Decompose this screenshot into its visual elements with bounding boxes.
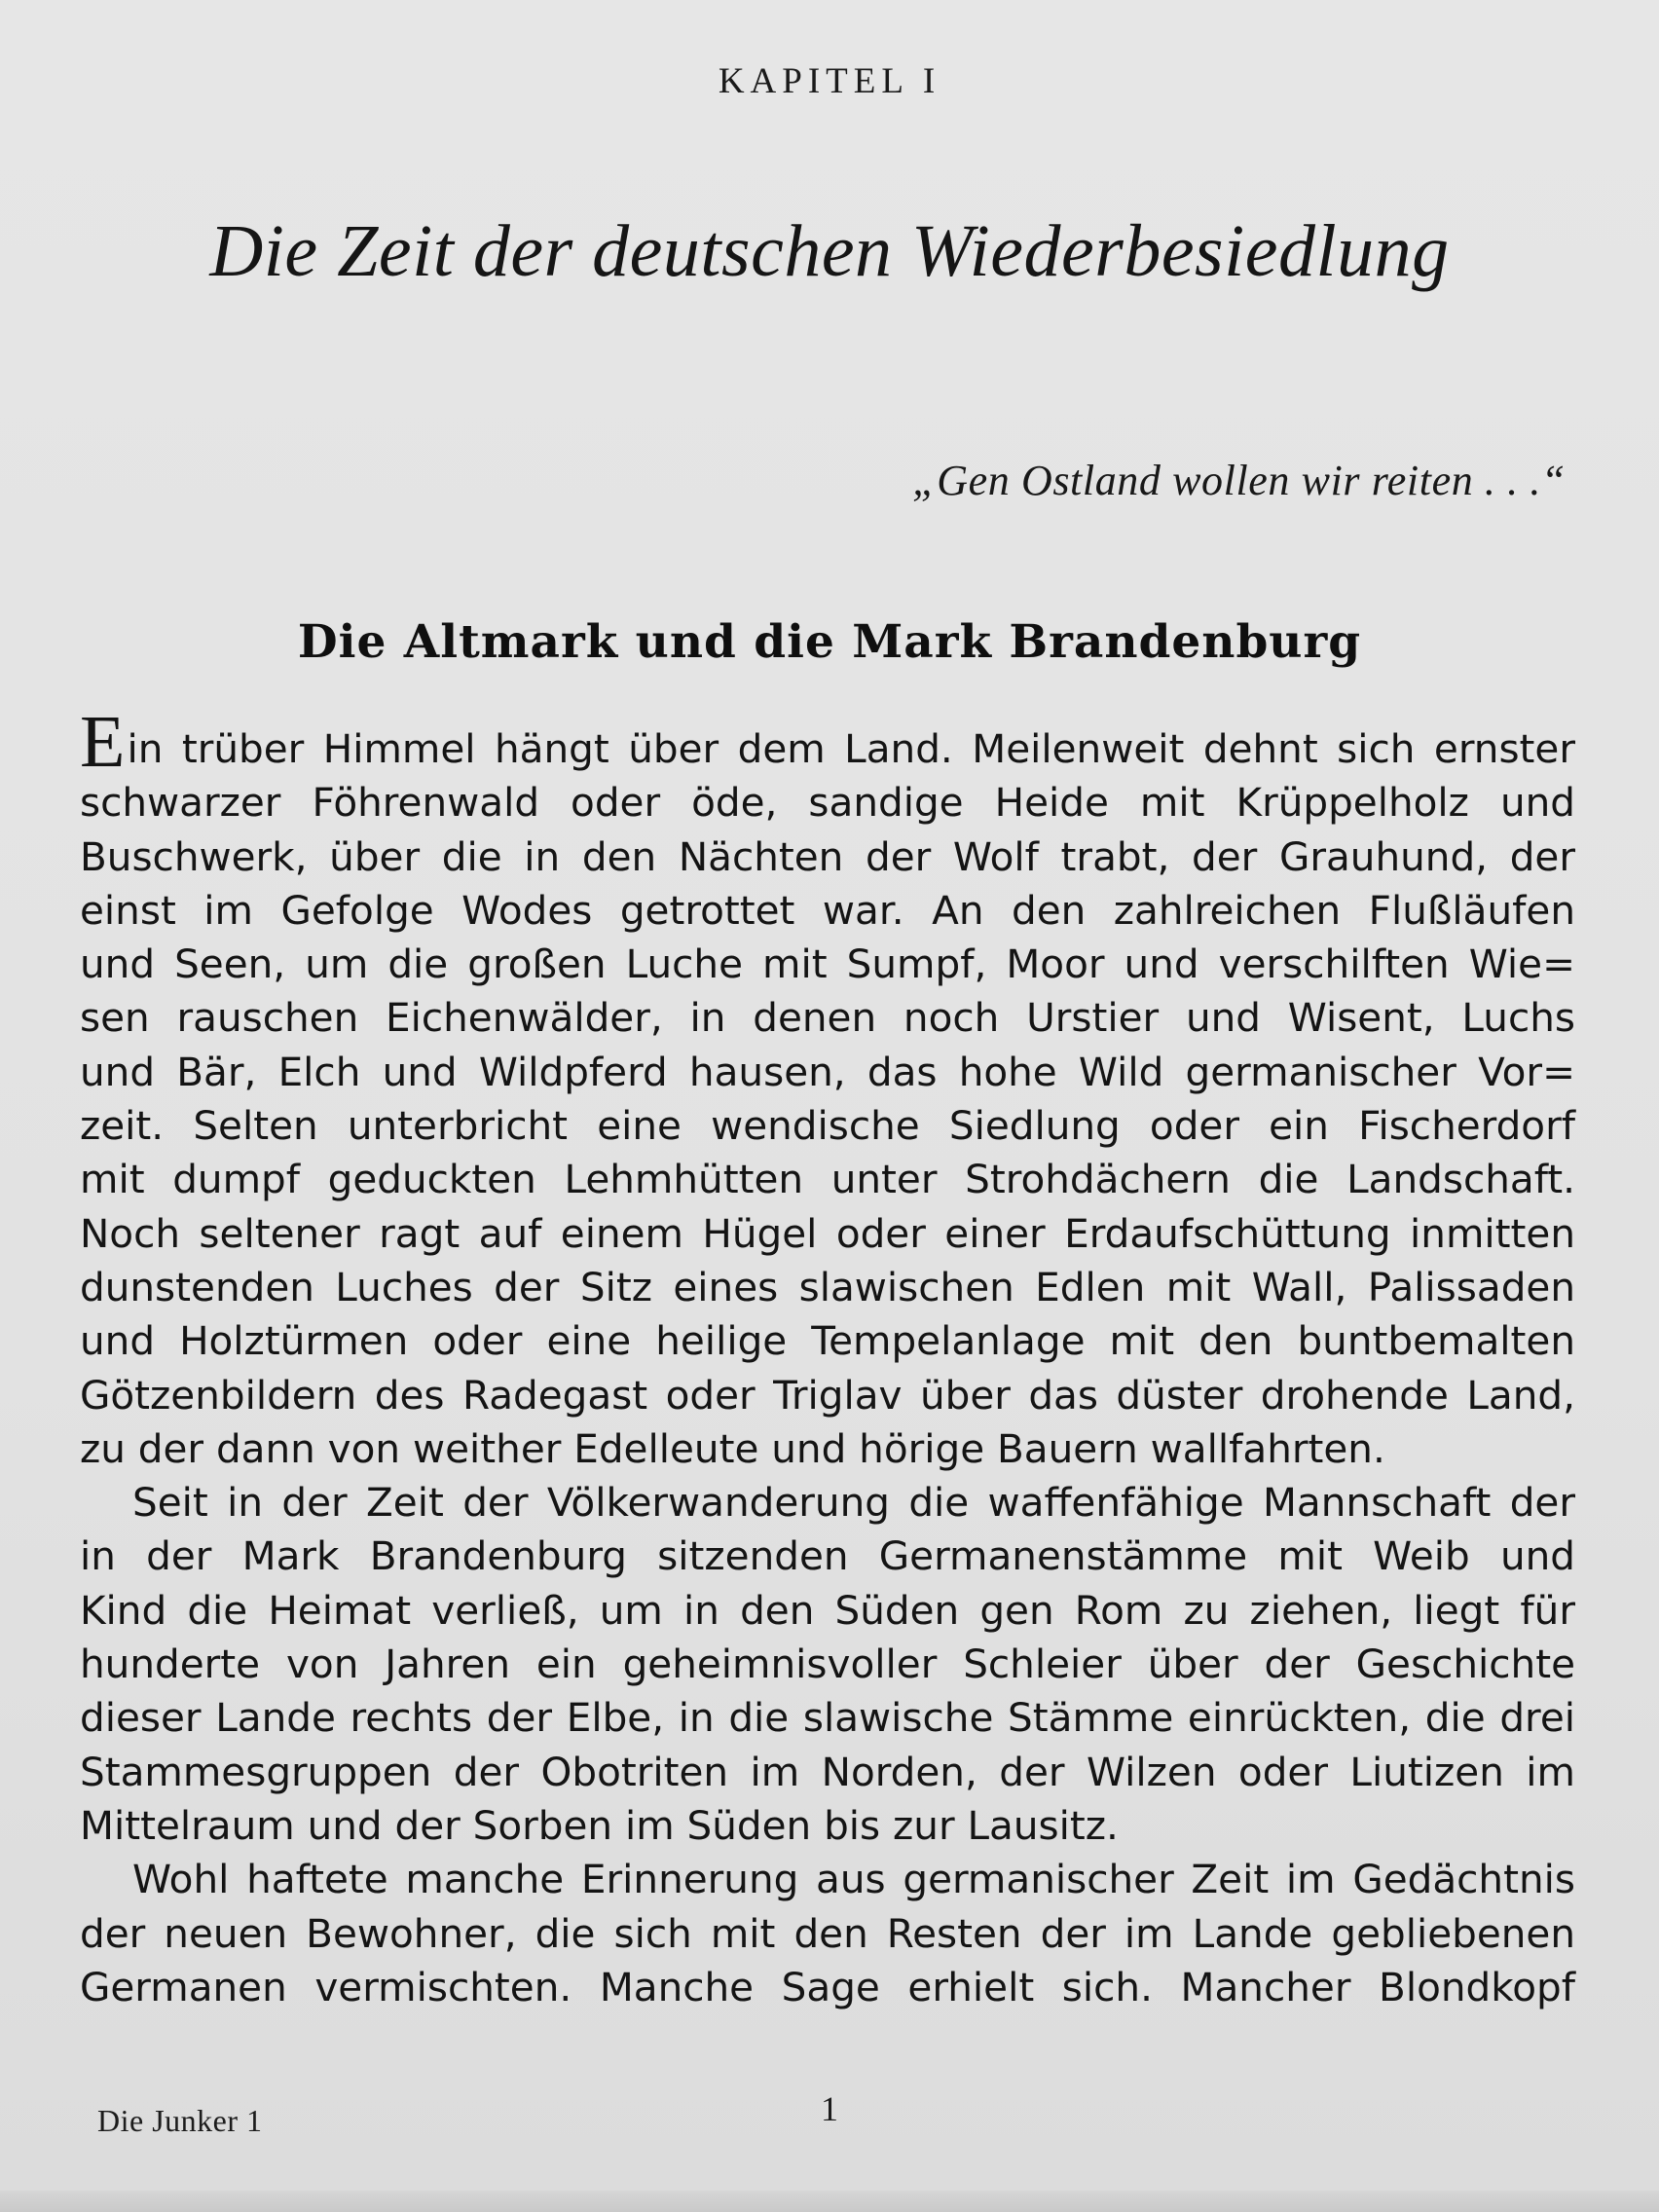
- text-line: mit dumpf geduckten Lehmhütten unter Strohdächern die Landschaft.: [80, 1156, 1575, 1203]
- body-text: [80, 701, 1575, 2014]
- text-line: zeit. Selten unterbricht eine wendische Siedlung oder ein Fischerdorf: [80, 1102, 1575, 1150]
- text-line: einst im Gefolge Wodes getrottet war. An den zahlreichen Flußläufen: [80, 886, 1575, 934]
- text-line: Germanen vermischten. Manche Sage erhielt sich. Mancher Blondkopf: [80, 1963, 1575, 2010]
- chapter-label: KAPITEL I: [718, 61, 941, 101]
- text-line: Buschwerk, über die in den Nächten der Wolf trabt, der Grauhund, der: [80, 832, 1575, 880]
- text-line: Mittelraum und der Sorben im Süden bis zur Lausitz.: [80, 1801, 1119, 1849]
- text-line-content: in trüber Himmel hängt über dem Land. Meilenweit dehnt sich ernster: [127, 725, 1575, 772]
- text-line: Stammesgruppen der Obotriten im Norden, der Wilzen oder Liutizen im: [80, 1748, 1575, 1795]
- text-line: Götzenbildern des Radegast oder Triglav über das düster drohende Land,: [80, 1371, 1575, 1419]
- text-line: schwarzer Föhrenwald oder öde, sandige Heide mit Krüppelholz und: [80, 779, 1575, 827]
- epigraph: „Gen Ostland wollen wir reiten . . .“: [912, 457, 1566, 504]
- text-line: dunstenden Luches der Sitz eines slawischen Edlen mit Wall, Palissaden: [80, 1263, 1575, 1310]
- text-line: hunderte von Jahren ein geheimnisvoller Schleier über der Geschichte: [80, 1641, 1575, 1688]
- text-line: sen rauschen Eichenwälder, in denen noch Urstier und Wisent, Luchs: [80, 994, 1575, 1042]
- text-line: der neuen Bewohner, die sich mit den Resten der im Lande gebliebenen: [80, 1909, 1575, 1957]
- text-line: und Holztürmen oder eine heilige Tempelanlage mit den buntbemalten: [80, 1317, 1575, 1365]
- text-line: Kind die Heimat verließ, um in den Süden gen Rom zu ziehen, liegt für: [80, 1586, 1575, 1634]
- chapter-title: Die Zeit der deutschen Wiederbesiedlung: [209, 210, 1450, 292]
- text-line: zu der dann von weither Edelleute und hörige Bauern wallfahrten.: [80, 1424, 1385, 1472]
- page-bottom-edge: [0, 2191, 1659, 2212]
- text-line: Seit in der Zeit der Völkerwanderung die waffenfähige Mannschaft der: [132, 1479, 1575, 1527]
- drop-cap: E: [80, 701, 126, 783]
- text-line: Noch seltener ragt auf einem Hügel oder einer Erdaufschüttung inmitten: [80, 1209, 1575, 1257]
- text-line: in der Mark Brandenburg sitzenden Germanenstämme mit Weib und: [80, 1532, 1575, 1580]
- text-line: [80, 701, 1575, 783]
- section-heading: Die Altmark und die Mark Brandenburg: [297, 615, 1362, 669]
- text-line: dieser Lande rechts der Elbe, in die slawische Stämme einrückten, die drei: [80, 1694, 1575, 1742]
- footer-book-title: Die Junker 1: [97, 2103, 263, 2138]
- text-line: Wohl haftete manche Erinnerung aus germanischer Zeit im Gedächtnis: [132, 1856, 1575, 1903]
- page-number: 1: [821, 2089, 838, 2128]
- text-line: und Bär, Elch und Wildpferd hausen, das hohe Wild germanischer Vor=: [80, 1048, 1575, 1095]
- text-line: und Seen, um die großen Luche mit Sumpf, Moor und verschilften Wie=: [80, 940, 1575, 988]
